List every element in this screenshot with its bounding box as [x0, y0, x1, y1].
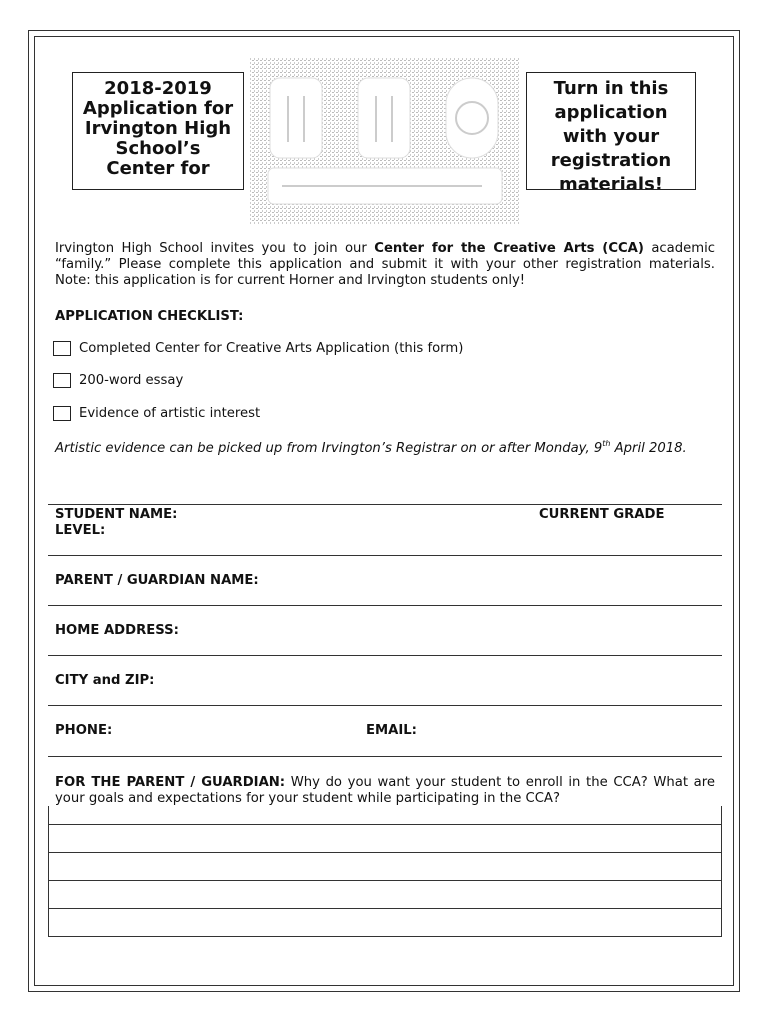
answer-line [49, 908, 721, 909]
notice-line: with your [562, 126, 660, 147]
intro-paragraph [55, 241, 715, 289]
email-label: EMAIL: [366, 723, 417, 738]
school-logo-image [248, 56, 522, 226]
checkbox[interactable] [53, 406, 71, 421]
title-line: Center for [106, 158, 210, 179]
note-superscript: th [602, 439, 611, 448]
current-grade-label: CURRENT GRADE [539, 507, 665, 522]
divider [48, 655, 722, 656]
divider [48, 605, 722, 606]
home-address-label: HOME ADDRESS: [55, 623, 179, 638]
intro-text-end: academic “family.” Please complete this application and submit it with your other registration materials. Note: this application is for current Horner and Irvington students only! [55, 241, 715, 288]
intro-bold-text: Center for the Creative Arts (CCA) [374, 241, 644, 256]
notice-line: registration [550, 150, 672, 171]
answer-line [49, 880, 721, 881]
turn-in-notice-box [526, 72, 696, 190]
parent-question [55, 775, 715, 807]
checkbox[interactable] [53, 373, 71, 388]
checklist-item [53, 340, 463, 358]
checklist-title: APPLICATION CHECKLIST: [55, 309, 244, 324]
student-name-label: STUDENT NAME: [55, 507, 178, 522]
checklist-item [53, 372, 183, 390]
answer-line [49, 824, 721, 825]
note-text: Artistic evidence can be picked up from Irvington’s Registrar on or after Monday, 9 [55, 441, 603, 456]
application-title-box [72, 72, 244, 190]
answer-line [49, 852, 721, 853]
checkbox[interactable] [53, 341, 71, 356]
divider [48, 705, 722, 706]
checklist-item-label: 200-word essay [79, 373, 184, 388]
divider [48, 555, 722, 556]
artistic-evidence-note [55, 440, 715, 457]
checklist-item [53, 405, 260, 423]
notice-line: materials! [558, 174, 663, 190]
city-zip-label: CITY and ZIP: [55, 673, 155, 688]
divider [48, 756, 722, 757]
answer-lines-area[interactable] [48, 806, 722, 937]
title-line: 2018-2019 [104, 78, 212, 99]
parent-name-label: PARENT / GUARDIAN NAME: [55, 573, 259, 588]
title-line: School’s [115, 138, 201, 159]
checklist-item-label: Evidence of artistic interest [79, 406, 261, 421]
checklist-item-label: Completed Center for Creative Arts Application (this form) [79, 341, 464, 356]
title-line: Irvington High [84, 118, 232, 139]
phone-label: PHONE: [55, 723, 113, 738]
parent-question-bold: FOR THE PARENT / GUARDIAN: [55, 775, 286, 790]
note-text-end: April 2018. [610, 441, 687, 456]
parent-question-text: Why do you want your student to enroll in the CCA? What are your goals and expectations for your student while participating in the CCA? [55, 775, 715, 806]
intro-text: Irvington High School invites you to join our [55, 241, 375, 256]
grade-level-label: LEVEL: [55, 523, 106, 538]
notice-line: Turn in this [553, 78, 669, 99]
title-line: Application for [82, 98, 234, 119]
notice-line: application [554, 102, 668, 123]
divider [48, 504, 722, 505]
